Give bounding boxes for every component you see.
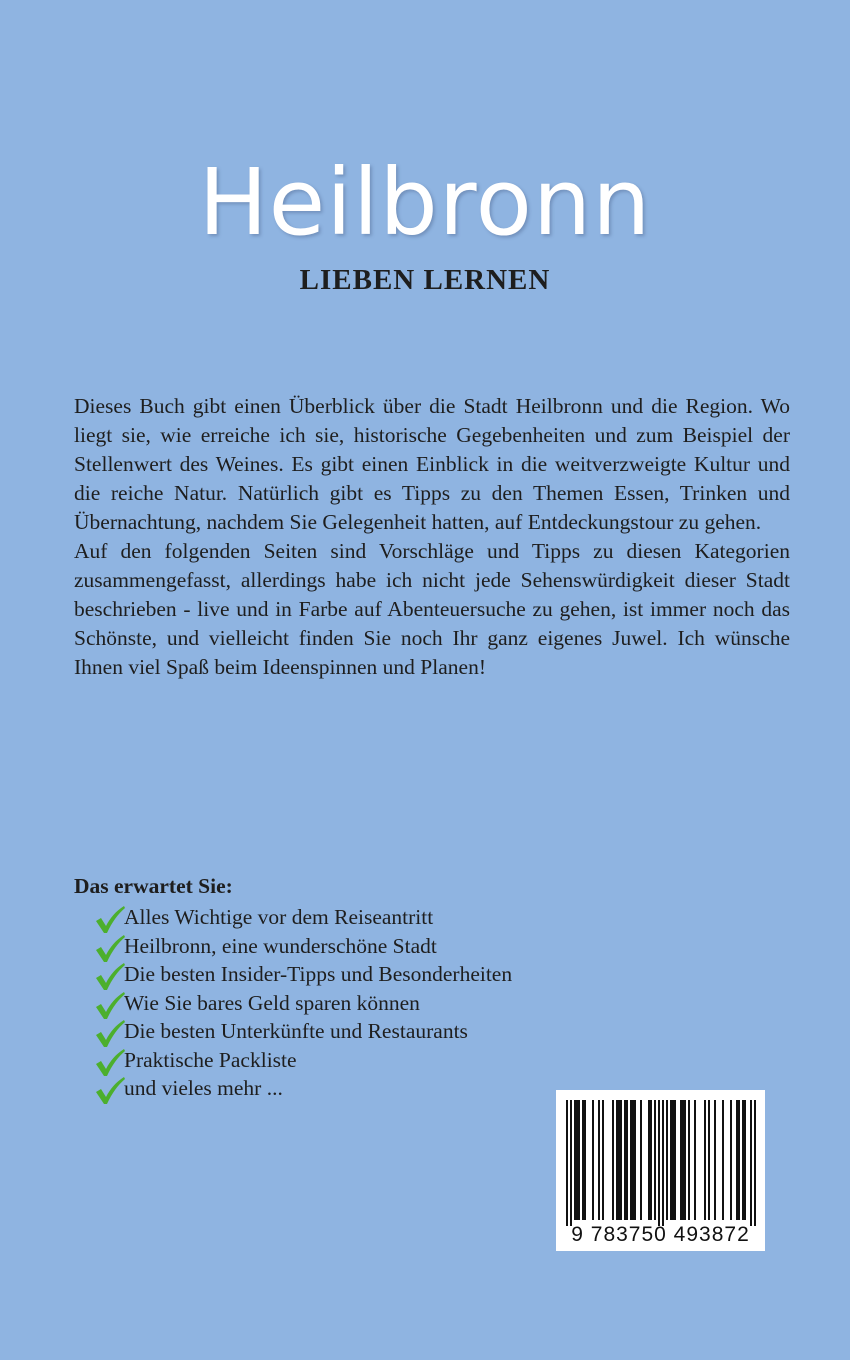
list-item [74, 903, 634, 932]
barcode-bar [650, 1100, 652, 1220]
feature-label: Wie Sie bares Geld sparen können [124, 990, 420, 1015]
barcode-bar [730, 1100, 732, 1220]
feature-list [74, 903, 634, 1103]
feature-label: Alles Wichtige vor dem Reiseantritt [124, 905, 434, 929]
barcode-bar [618, 1100, 620, 1220]
barcode-bar [566, 1100, 568, 1226]
barcode-bar [722, 1100, 724, 1220]
check-icon [94, 1019, 126, 1049]
barcode-bar [584, 1100, 586, 1220]
barcode-bar [704, 1100, 706, 1220]
barcode-bar [666, 1100, 668, 1220]
list-item [74, 1074, 634, 1103]
barcode-bar [640, 1100, 642, 1220]
description [74, 392, 790, 682]
check-icon [94, 962, 126, 992]
features-section [74, 872, 634, 1103]
barcode-bar [674, 1100, 676, 1220]
barcode-bar [658, 1100, 660, 1226]
description-paragraph-2: Auf den folgenden Seiten sind Vorschläge und Tipps zu diesen Kategorien zusammengefasst, allerdings habe ich nicht jede Sehenswürdigkeit dieser Stadt beschrieben - live und in Farbe auf Abenteuersuche zu gehen, ist immer noch das Schönste, und vielleicht finden Sie noch Ihr ganz eigenes Juwel. Ich wünsche Ihnen viel Spaß beim Ideenspinnen und Planen! [74, 539, 790, 679]
isbn-barcode [556, 1090, 765, 1251]
barcode-bar [632, 1100, 634, 1220]
barcode-bar [654, 1100, 656, 1220]
barcode-bar [582, 1100, 584, 1220]
barcode-bar [742, 1100, 744, 1220]
barcode-bar [612, 1100, 614, 1220]
book-title: Heilbronn [198, 149, 652, 256]
list-item [74, 960, 634, 989]
barcode-bar [708, 1100, 710, 1220]
barcode-bar [750, 1100, 752, 1226]
list-item [74, 932, 634, 961]
feature-label: Die besten Insider-Tipps und Besonderheiten [124, 962, 513, 986]
barcode-bar [684, 1100, 686, 1220]
feature-label: Praktische Packliste [124, 1047, 297, 1072]
barcode-bar [688, 1100, 690, 1220]
barcode-bar [648, 1100, 650, 1220]
list-item [74, 1017, 634, 1046]
feature-label: und vieles mehr ... [124, 1076, 283, 1100]
barcode-bar [670, 1100, 672, 1220]
feature-label: Heilbronn, eine wunderschöne Stadt [124, 933, 437, 958]
barcode-bar [624, 1100, 626, 1220]
barcode-bar [754, 1100, 756, 1226]
barcode-bar [662, 1100, 664, 1226]
book-subtitle: LIEBEN LERNEN [299, 264, 551, 296]
barcode-bar [630, 1100, 632, 1220]
barcode-bar [744, 1100, 746, 1220]
check-icon [94, 1076, 126, 1106]
barcode-bar [598, 1100, 600, 1220]
barcode-bar [634, 1100, 636, 1220]
barcode-bar [592, 1100, 594, 1220]
check-icon [94, 905, 126, 935]
check-icon [94, 1048, 126, 1078]
features-heading: Das erwartet Sie: [74, 874, 233, 898]
barcode-bar [570, 1100, 572, 1226]
barcode-bar [620, 1100, 622, 1220]
barcode-bar [574, 1100, 576, 1220]
barcode-bar [578, 1100, 580, 1220]
isbn-number: 9 783750 493872 [571, 1223, 750, 1246]
barcode-bar [682, 1100, 684, 1220]
description-paragraph-1: Dieses Buch gibt einen Überblick über die Stadt Heilbronn und die Region. Wo liegt sie, wie erreiche ich sie, historische Gegebenheiten und zum Beispiel der Stellenwert des Weines. Es gibt einen Einblick in die weitverzweigte Kultur und die reiche Natur. Natürlich gibt es Tipps zu den Themen Essen, Trinken und Übernachtung, nachdem Sie Gelegenheit hatten, auf Entdeckungstour zu gehen. [74, 394, 790, 534]
barcode-bar [616, 1100, 618, 1220]
barcode-bar [576, 1100, 578, 1220]
barcode-bar [626, 1100, 628, 1220]
list-item [74, 989, 634, 1018]
barcode-bar [602, 1100, 604, 1220]
list-item [74, 1046, 634, 1075]
feature-label: Die besten Unterkünfte und Restaurants [124, 1019, 468, 1043]
barcode-bar [738, 1100, 740, 1220]
barcode-bar [680, 1100, 682, 1220]
check-icon [94, 991, 126, 1021]
barcode-bar [694, 1100, 696, 1220]
barcode-bar [714, 1100, 716, 1220]
check-icon [94, 934, 126, 964]
barcode-bar [672, 1100, 674, 1220]
barcode-bar [736, 1100, 738, 1220]
